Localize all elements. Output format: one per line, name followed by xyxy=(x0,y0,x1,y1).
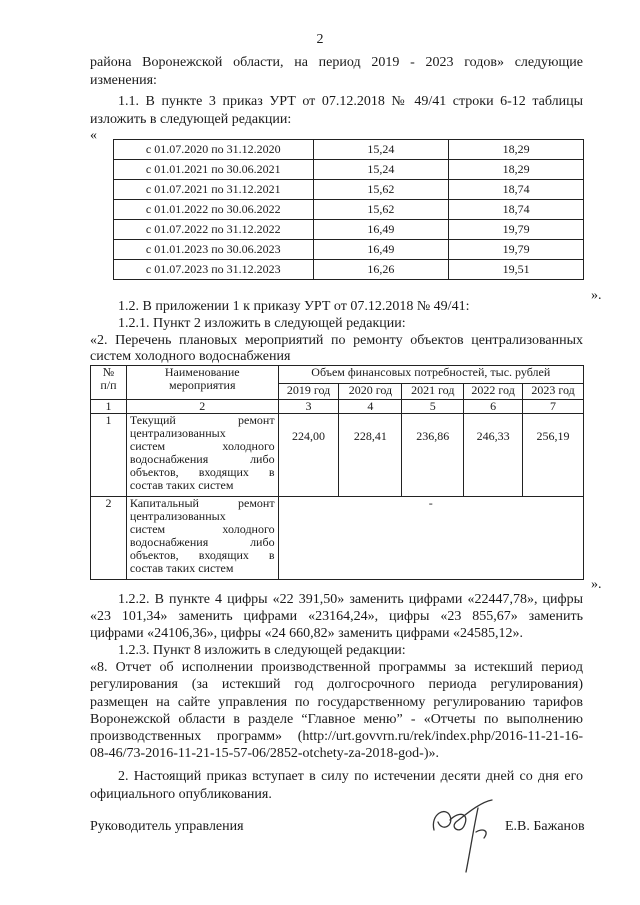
value-cell: 18,74 xyxy=(449,200,584,220)
item-1-2: 1.2. В приложении 1 к приказу УРТ от 07.12.2018 № 49/41: xyxy=(118,299,470,314)
period-cell: с 01.01.2023 по 30.06.2023 xyxy=(114,240,314,260)
period-cell: с 01.07.2023 по 31.12.2023 xyxy=(114,260,314,280)
value-cell: 15,62 xyxy=(313,180,449,200)
intro-line-2: изменения: xyxy=(90,73,157,88)
item-1-2-2-line-1: 1.2.2. В пункте 4 цифры «22 391,50» заменить цифрами «22447,78», цифры xyxy=(118,592,583,607)
row-name xyxy=(126,414,278,497)
item-1-2-2-line-3: цифрами «24106,36», цифры «24 660,82» заменить цифрами «24585,12». xyxy=(90,626,524,641)
value-cell: 18,74 xyxy=(449,180,584,200)
period-cell: с 01.01.2022 по 30.06.2022 xyxy=(114,200,314,220)
colnum: 4 xyxy=(339,400,402,414)
period-cell: с 01.07.2022 по 31.12.2022 xyxy=(114,220,314,240)
row-number: 1 xyxy=(91,414,127,497)
name-line: систем холодного xyxy=(129,439,275,453)
item-2-line-2: официального опубликования. xyxy=(90,787,272,802)
header-name-line-2: мероприятия xyxy=(169,378,236,392)
name-line: Капитальный ремонт xyxy=(129,496,275,510)
table-row xyxy=(114,160,584,180)
tariff-table xyxy=(113,139,584,280)
open-quote: « xyxy=(90,128,97,143)
value-2021: 236,86 xyxy=(402,414,464,497)
header-name xyxy=(126,366,278,400)
item-8-line-5: производственных программ» (http://urt.govvrn.ru/rek/index.php/2016-11-21-16- xyxy=(90,729,583,744)
name-line: централизованных xyxy=(129,426,226,440)
item-8-line-2: регулирования (за истекший год долгосрочного периода регулирования) xyxy=(90,677,583,692)
row-number: 2 xyxy=(91,497,127,580)
value-2020: 228,41 xyxy=(339,414,402,497)
item-2-line-1: 2. Настоящий приказ вступает в силу по истечении десяти дней со дня его xyxy=(118,769,583,784)
signer-role: Руководитель управления xyxy=(90,819,244,834)
value-2022: 246,33 xyxy=(464,414,523,497)
name-line: состав таких систем xyxy=(129,561,234,575)
colnum: 3 xyxy=(278,400,339,414)
colnum: 7 xyxy=(523,400,584,414)
value-cell: 19,79 xyxy=(449,220,584,240)
header-number-line-1: № xyxy=(102,365,115,379)
header-name-line-1: Наименование xyxy=(164,365,240,379)
repair-plan-table xyxy=(90,365,584,580)
period-cell: с 01.07.2021 по 31.12.2021 xyxy=(114,180,314,200)
value-cell: 16,49 xyxy=(313,240,449,260)
value-cell: 19,79 xyxy=(449,240,584,260)
name-line: систем холодного xyxy=(129,522,275,536)
name-line: водоснабжения либо xyxy=(129,452,275,466)
signer-name: Е.В. Бажанов xyxy=(505,819,585,834)
colnum: 6 xyxy=(464,400,523,414)
table-row xyxy=(114,200,584,220)
table-row xyxy=(114,260,584,280)
table-row xyxy=(91,414,584,497)
colnum: 5 xyxy=(402,400,464,414)
year-2019: 2019 год xyxy=(278,384,339,400)
item-1-2-1: 1.2.1. Пункт 2 изложить в следующей редакции: xyxy=(118,316,406,331)
year-2020: 2020 год xyxy=(339,384,402,400)
year-2021: 2021 год xyxy=(402,384,464,400)
table-row xyxy=(114,180,584,200)
intro-line-1: района Воронежской области, на период 2019 - 2023 годов» следующие xyxy=(90,55,583,70)
item-1-2-3-line-1: 1.2.3. Пункт 8 изложить в следующей редакции: xyxy=(118,643,406,658)
table1-close-quote: ». xyxy=(591,288,602,303)
value-cell: 15,62 xyxy=(313,200,449,220)
header-number-line-2: п/п xyxy=(100,378,117,392)
name-line: Текущий ремонт xyxy=(129,413,275,427)
value-cell: 16,26 xyxy=(313,260,449,280)
item-2-title: «2. Перечень плановых мероприятий по ремонту объектов централизованных xyxy=(90,333,583,348)
colnum: 1 xyxy=(91,400,127,414)
value-cell: 15,24 xyxy=(313,160,449,180)
value-cell: 15,24 xyxy=(313,140,449,160)
table-row xyxy=(114,240,584,260)
value-2019: 224,00 xyxy=(278,414,339,497)
item-2-title-2: систем холодного водоснабжения xyxy=(90,349,291,364)
item-8-line-4: Воронежской области в разделе “Главное меню” - «Отчеты по выполнению xyxy=(90,712,583,727)
item-1-1-line: 1.1. В пункте 3 приказ УРТ от 07.12.2018 № 49/41 строки 6-12 таблицы xyxy=(118,94,583,109)
name-line: состав таких систем xyxy=(129,478,234,492)
year-2022: 2022 год xyxy=(464,384,523,400)
colnum: 2 xyxy=(126,400,278,414)
value-cell: 18,29 xyxy=(449,140,584,160)
table-row xyxy=(91,497,584,580)
value-cell: 16,49 xyxy=(313,220,449,240)
year-2023: 2023 год xyxy=(523,384,584,400)
table2-close-quote: ». xyxy=(591,577,602,592)
name-line: водоснабжения либо xyxy=(129,535,275,549)
item-1-1-line-2: изложить в следующей редакции: xyxy=(90,112,292,127)
item-1-2-2-line-2: «23 101,34» заменить цифрами «23164,24», цифры «23 855,67» заменить xyxy=(90,609,583,624)
table-row xyxy=(114,220,584,240)
header-volume: Объем финансовых потребностей, тыс. рублей xyxy=(278,366,583,384)
period-cell: с 01.01.2021 по 30.06.2021 xyxy=(114,160,314,180)
name-line: объектов, входящих в xyxy=(129,548,275,562)
name-line: объектов, входящих в xyxy=(129,465,275,479)
page-number: 2 xyxy=(316,32,324,47)
signature xyxy=(420,792,510,882)
header-number xyxy=(91,366,127,400)
item-8-line-3: размещен на сайте управления по государственному регулированию тарифов xyxy=(90,695,583,710)
value-cell: 18,29 xyxy=(449,160,584,180)
value-2023: 256,19 xyxy=(523,414,584,497)
period-cell: с 01.07.2020 по 31.12.2020 xyxy=(114,140,314,160)
item-8-line-6: 08-46/73-2016-11-21-15-57-06/2852-otchety-za-2018-god-)». xyxy=(90,746,440,761)
value-cell: 19,51 xyxy=(449,260,584,280)
row-name xyxy=(126,497,278,580)
table-row xyxy=(114,140,584,160)
item-8-line-1: «8. Отчет об исполнении производственной программы за истекший период xyxy=(90,660,583,675)
merged-value: - xyxy=(278,497,583,580)
name-line: централизованных xyxy=(129,509,226,523)
